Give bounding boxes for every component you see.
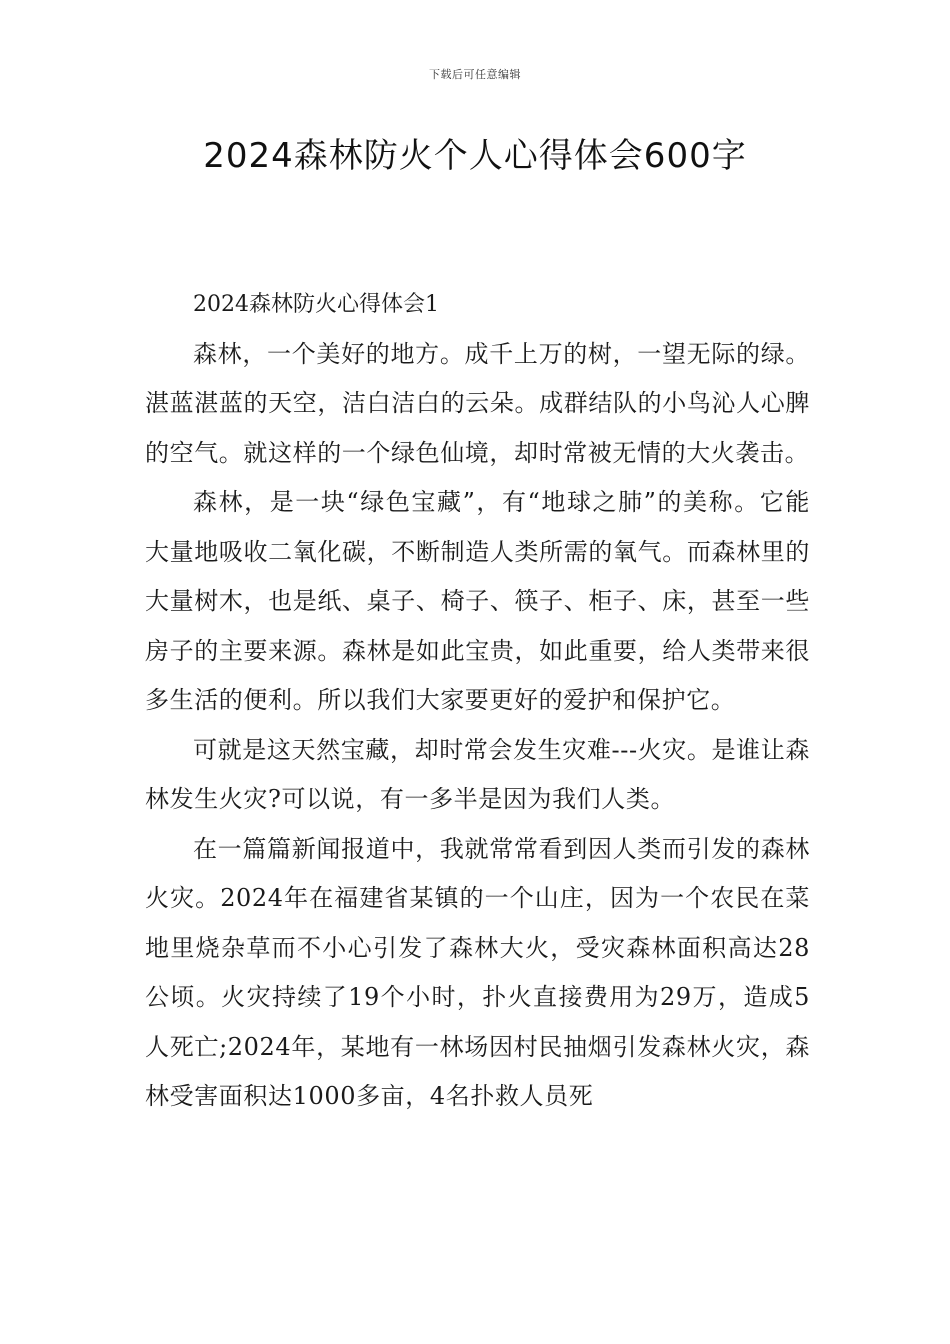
document-body xyxy=(145,280,810,1122)
paragraph-4: 在一篇篇新闻报道中，我就常常看到因人类而引发的森林火灾。2024年在福建省某镇的一个山庄，因为一个农民在菜地里烧杂草而不小心引发了森林大火，受灾森林面积高达28公顷。火灾持续了19个小时，扑火直接费用为29万，造成5人死亡;2024年，某地有一林场因村民抽烟引发森林火灾，森林受害面积达1000多亩，4名扑救人员死 xyxy=(145,834,810,1110)
document-title: 2024森林防火个人心得体会600字 xyxy=(203,136,747,176)
paragraph-1: 森林，一个美好的地方。成千上万的树，一望无际的绿。湛蓝湛蓝的天空，洁白洁白的云朵。成群结队的小鸟沁人心脾的空气。就这样的一个绿色仙境，却时常被无情的大火袭击。 xyxy=(145,339,810,467)
section-heading: 2024森林防火心得体会1 xyxy=(193,292,439,317)
header-note: 下载后可任意编辑 xyxy=(429,68,521,81)
paragraph-2: 森林，是一块“绿色宝藏”，有“地球之肺”的美称。它能大量地吸收二氧化碳，不断制造人类所需的氧气。而森林里的大量树木，也是纸、桌子、椅子、筷子、柜子、床，甚至一些房子的主要来源。森林是如此宝贵，如此重要，给人类带来很多生活的便利。所以我们大家要更好的爱护和保护它。 xyxy=(145,488,810,714)
paragraph-3: 可就是这天然宝藏，却时常会发生灾难---火灾。是谁让森林发生火灾?可以说，有一多半是因为我们人类。 xyxy=(145,735,810,813)
